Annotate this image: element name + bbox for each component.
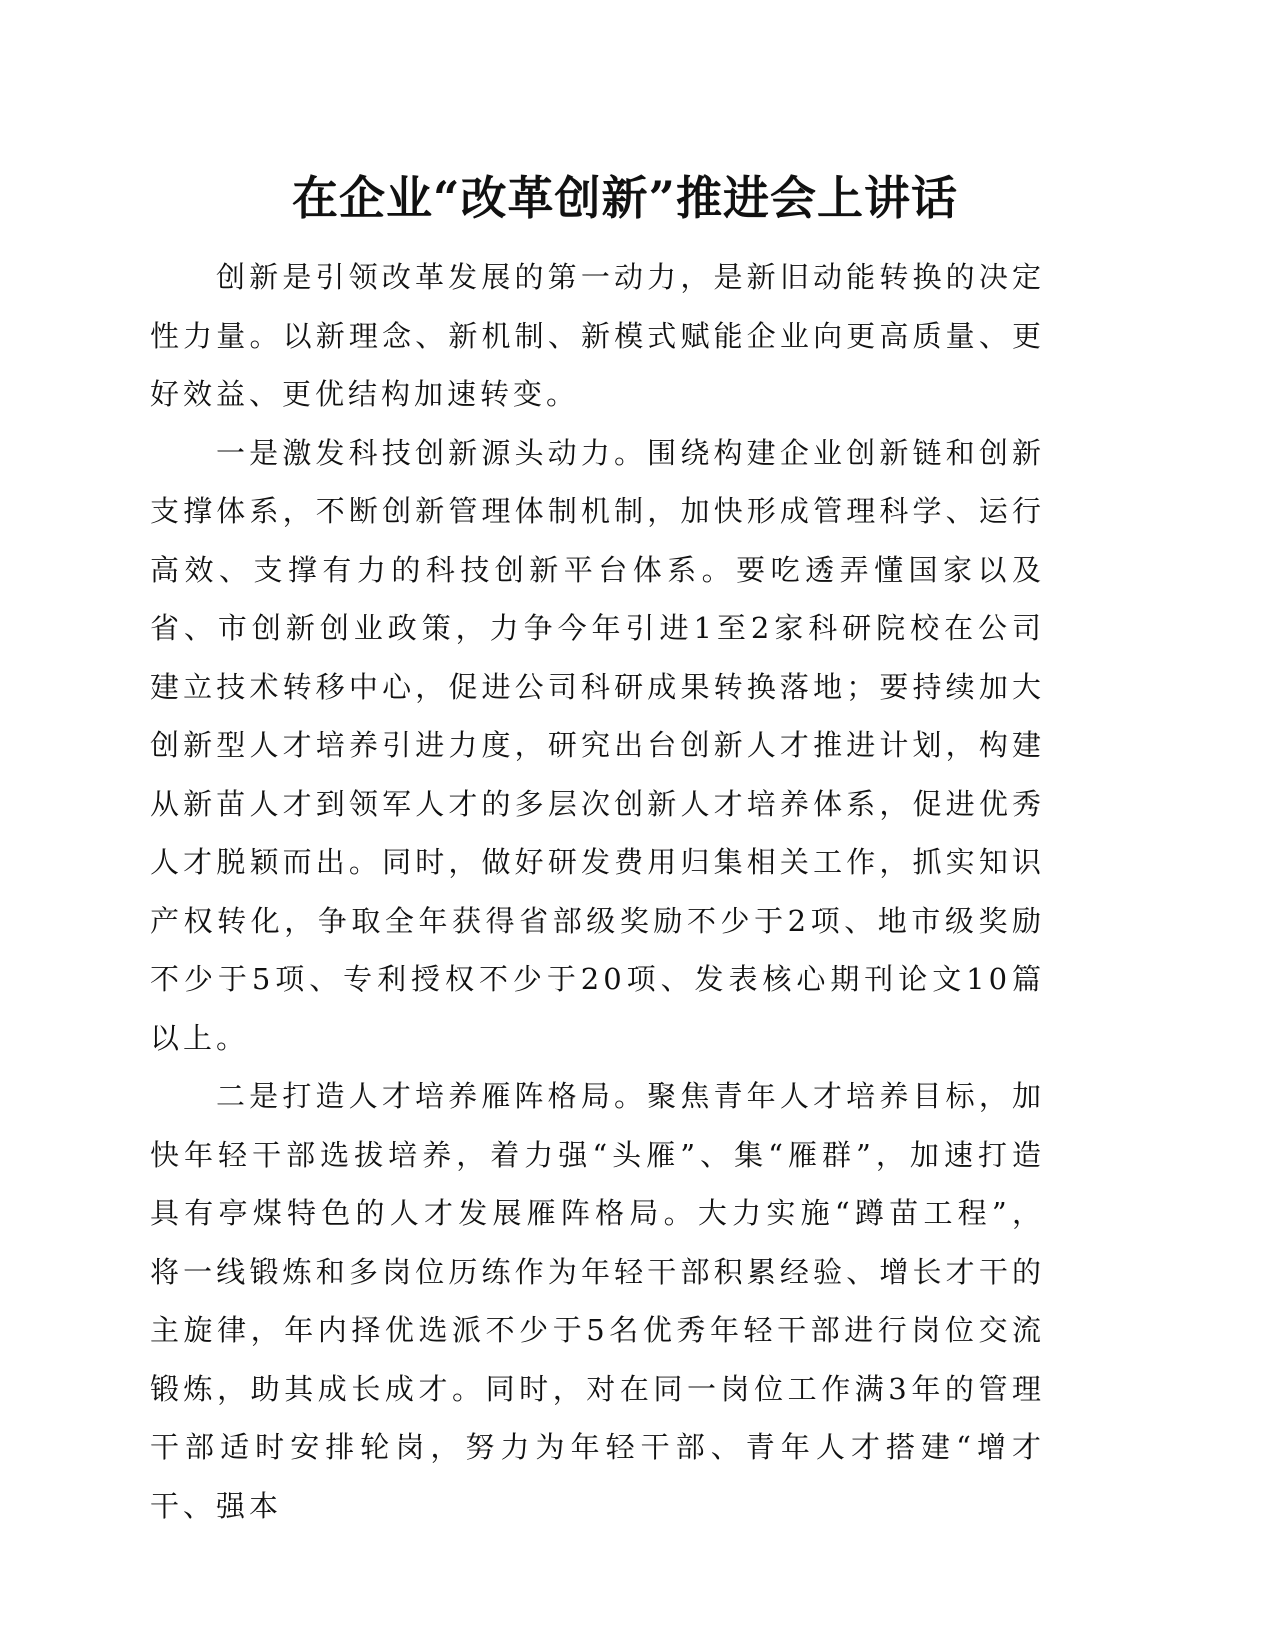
document-title: 在企业“改革创新”推进会上讲话 <box>292 171 958 225</box>
paragraph-tech-innovation: 一是激发科技创新源头动力。围绕构建企业创新链和创新支撑体系，不断创新管理体制机制，加快形成管理科学、运行高效、支撑有力的科技创新平台体系。要吃透弄懂国家以及省、市创新创业政策，力争今年引进1至2家科研院校在公司建立技术转移中心，促进公司科研成果转换落地；要持续加大创新型人才培养引进力度，研究出台创新人才推进计划，构建从新苗人才到领军人才的多层次创新人才培养体系，促进优秀人才脱颖而出。同时，做好研发费用归集相关工作，抓实知识产权转化，争取全年获得省部级奖励不少于2项、地市级奖励不少于5项、专利授权不少于20项、发表核心期刊论文10篇以上。 <box>150 435 1045 1055</box>
paragraph-talent-cultivation: 二是打造人才培养雁阵格局。聚焦青年人才培养目标，加快年轻干部选拔培养，着力强“头雁”、集“雁群”，加速打造具有亭煤特色的人才发展雁阵格局。大力实施“蹲苗工程”，将一线锻炼和多岗位历练作为年轻干部积累经验、增长才干的主旋律，年内择优选派不少于5名优秀年轻干部进行岗位交流锻炼，助其成长成才。同时，对在同一岗位工作满3年的管理干部适时安排轮岗，努力为年轻干部、青年人才搭建“增才干、强本 <box>150 1079 1045 1523</box>
document-body <box>150 248 1045 1535</box>
paragraph-intro: 创新是引领改革发展的第一动力，是新旧动能转换的决定性力量。以新理念、新机制、新模式赋能企业向更高质量、更好效益、更优结构加速转变。 <box>150 260 1045 411</box>
